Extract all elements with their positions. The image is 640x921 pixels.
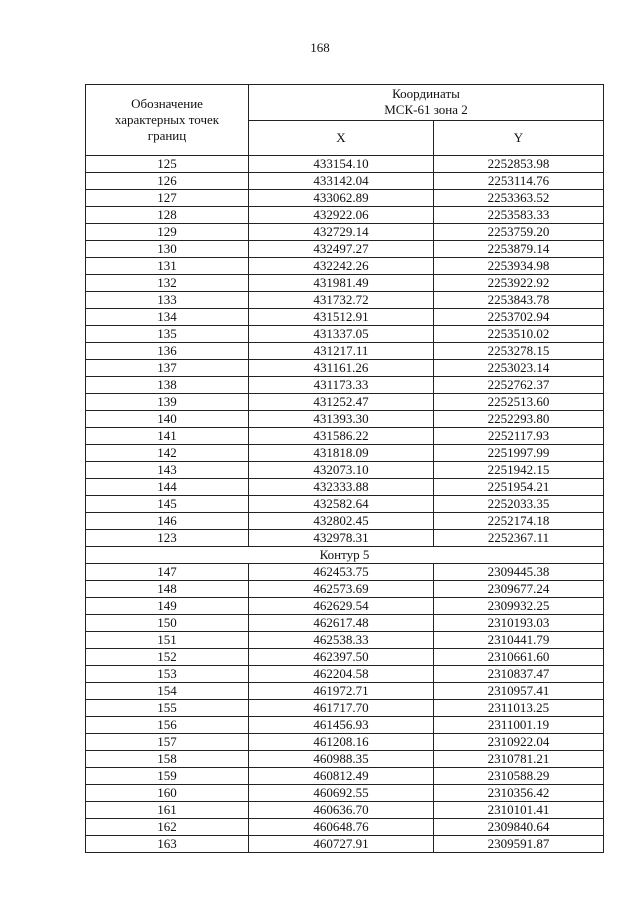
point-id-cell: 147: [86, 564, 249, 581]
table-row: [86, 734, 604, 751]
y-coordinate-cell: 2310193.03: [434, 615, 604, 632]
y-coordinate-cell: 2310356.42: [434, 785, 604, 802]
x-coordinate-cell: 431512.91: [249, 309, 434, 326]
table-row: [86, 224, 604, 241]
point-id-cell: 126: [86, 173, 249, 190]
table-row: [86, 717, 604, 734]
y-coordinate-cell: 2253879.14: [434, 241, 604, 258]
y-coordinate-cell: 2252762.37: [434, 377, 604, 394]
table-row: [86, 513, 604, 530]
header-row-top: [86, 85, 604, 121]
section-row: [86, 547, 604, 564]
y-coordinate-cell: 2310837.47: [434, 666, 604, 683]
x-coordinate-cell: 462573.69: [249, 581, 434, 598]
x-coordinate-cell: 431818.09: [249, 445, 434, 462]
point-id-cell: 128: [86, 207, 249, 224]
point-id-cell: 154: [86, 683, 249, 700]
point-id-cell: 125: [86, 156, 249, 173]
point-id-cell: 162: [86, 819, 249, 836]
x-coordinate-cell: 431161.26: [249, 360, 434, 377]
x-coordinate-cell: 460812.49: [249, 768, 434, 785]
point-id-cell: 145: [86, 496, 249, 513]
table-row: [86, 462, 604, 479]
y-coordinate-cell: 2310781.21: [434, 751, 604, 768]
point-header-line: характерных точек: [114, 112, 220, 127]
y-coordinate-cell: 2252513.60: [434, 394, 604, 411]
y-coordinate-cell: 2251954.21: [434, 479, 604, 496]
y-coordinate-cell: 2310957.41: [434, 683, 604, 700]
point-id-cell: 156: [86, 717, 249, 734]
table-row: [86, 564, 604, 581]
point-id-cell: 141: [86, 428, 249, 445]
point-id-cell: 158: [86, 751, 249, 768]
point-id-cell: 135: [86, 326, 249, 343]
table-row: [86, 836, 604, 853]
point-id-cell: 146: [86, 513, 249, 530]
y-coordinate-cell: 2310441.79: [434, 632, 604, 649]
x-coordinate-cell: 431732.72: [249, 292, 434, 309]
table-row: [86, 479, 604, 496]
x-coordinate-cell: 432978.31: [249, 530, 434, 547]
table-row: [86, 156, 604, 173]
x-coordinate-cell: 461208.16: [249, 734, 434, 751]
x-coordinate-cell: 431393.30: [249, 411, 434, 428]
x-coordinate-cell: 431981.49: [249, 275, 434, 292]
x-coordinate-cell: 462204.58: [249, 666, 434, 683]
point-id-cell: 132: [86, 275, 249, 292]
point-id-cell: 150: [86, 615, 249, 632]
point-id-cell: 149: [86, 598, 249, 615]
x-column-header: X: [249, 120, 434, 156]
point-header-line: границ: [147, 128, 187, 143]
table-row: [86, 819, 604, 836]
y-coordinate-cell: 2251997.99: [434, 445, 604, 462]
table-row: [86, 530, 604, 547]
table-row: [86, 649, 604, 666]
y-column-header: Y: [434, 120, 604, 156]
table-row: [86, 700, 604, 717]
x-coordinate-cell: 432242.26: [249, 258, 434, 275]
table-row: [86, 802, 604, 819]
table-row: [86, 445, 604, 462]
table-row: [86, 496, 604, 513]
x-coordinate-cell: 460648.76: [249, 819, 434, 836]
table-row: [86, 785, 604, 802]
x-coordinate-cell: 431252.47: [249, 394, 434, 411]
x-coordinate-cell: 431173.33: [249, 377, 434, 394]
point-id-cell: 131: [86, 258, 249, 275]
x-coordinate-cell: 462629.54: [249, 598, 434, 615]
y-coordinate-cell: 2309591.87: [434, 836, 604, 853]
x-coordinate-cell: 432922.06: [249, 207, 434, 224]
table-body: [86, 156, 604, 853]
y-coordinate-cell: 2252174.18: [434, 513, 604, 530]
x-coordinate-cell: 460636.70: [249, 802, 434, 819]
y-coordinate-cell: 2311013.25: [434, 700, 604, 717]
table-row: [86, 190, 604, 207]
point-id-cell: 140: [86, 411, 249, 428]
point-id-cell: 148: [86, 581, 249, 598]
x-coordinate-cell: 431337.05: [249, 326, 434, 343]
x-coordinate-cell: 461717.70: [249, 700, 434, 717]
x-coordinate-cell: 462397.50: [249, 649, 434, 666]
table-row: [86, 326, 604, 343]
table-row: [86, 428, 604, 445]
x-coordinate-cell: 461972.71: [249, 683, 434, 700]
table-row: [86, 258, 604, 275]
point-id-cell: 144: [86, 479, 249, 496]
x-coordinate-cell: 433142.04: [249, 173, 434, 190]
table-row: [86, 581, 604, 598]
y-coordinate-cell: 2253583.33: [434, 207, 604, 224]
coords-header-line: Координаты: [392, 86, 460, 102]
point-id-cell: 143: [86, 462, 249, 479]
x-coordinate-cell: 462453.75: [249, 564, 434, 581]
x-coordinate-cell: 432073.10: [249, 462, 434, 479]
y-coordinate-cell: 2253363.52: [434, 190, 604, 207]
point-id-cell: 153: [86, 666, 249, 683]
x-coordinate-cell: 462538.33: [249, 632, 434, 649]
table-row: [86, 241, 604, 258]
point-id-cell: 142: [86, 445, 249, 462]
y-coordinate-cell: 2253114.76: [434, 173, 604, 190]
point-id-cell: 136: [86, 343, 249, 360]
coords-header-line: МСК-61 зона 2: [384, 102, 468, 118]
table-row: [86, 598, 604, 615]
table-row: [86, 173, 604, 190]
page-number: 168: [310, 40, 330, 55]
y-coordinate-cell: 2309932.25: [434, 598, 604, 615]
point-id-cell: 139: [86, 394, 249, 411]
y-coordinate-cell: 2252293.80: [434, 411, 604, 428]
point-id-cell: 159: [86, 768, 249, 785]
point-id-cell: 152: [86, 649, 249, 666]
x-coordinate-cell: 462617.48: [249, 615, 434, 632]
y-coordinate-cell: 2252367.11: [434, 530, 604, 547]
y-coordinate-cell: 2310922.04: [434, 734, 604, 751]
x-coordinate-cell: 431586.22: [249, 428, 434, 445]
y-coordinate-cell: 2253934.98: [434, 258, 604, 275]
y-coordinate-cell: 2253759.20: [434, 224, 604, 241]
table-row: [86, 411, 604, 428]
y-coordinate-cell: 2309445.38: [434, 564, 604, 581]
x-coordinate-cell: 461456.93: [249, 717, 434, 734]
x-coordinate-cell: 432802.45: [249, 513, 434, 530]
y-coordinate-cell: 2252853.98: [434, 156, 604, 173]
table-row: [86, 360, 604, 377]
table-row: [86, 275, 604, 292]
y-coordinate-cell: 2253922.92: [434, 275, 604, 292]
y-coordinate-cell: 2310661.60: [434, 649, 604, 666]
section-label: Контур 5: [86, 547, 604, 564]
point-id-cell: 134: [86, 309, 249, 326]
point-id-cell: 137: [86, 360, 249, 377]
y-coordinate-cell: 2253510.02: [434, 326, 604, 343]
table-row: [86, 343, 604, 360]
table-row: [86, 394, 604, 411]
point-id-cell: 127: [86, 190, 249, 207]
x-coordinate-cell: 432729.14: [249, 224, 434, 241]
table-row: [86, 292, 604, 309]
coordinates-table: [85, 84, 604, 853]
table-row: [86, 207, 604, 224]
x-coordinate-cell: 432497.27: [249, 241, 434, 258]
y-coordinate-cell: 2253278.15: [434, 343, 604, 360]
y-coordinate-cell: 2311001.19: [434, 717, 604, 734]
point-id-cell: 157: [86, 734, 249, 751]
x-coordinate-cell: 432582.64: [249, 496, 434, 513]
table-row: [86, 615, 604, 632]
x-coordinate-cell: 431217.11: [249, 343, 434, 360]
table-row: [86, 377, 604, 394]
y-coordinate-cell: 2252117.93: [434, 428, 604, 445]
y-coordinate-cell: 2253023.14: [434, 360, 604, 377]
y-coordinate-cell: 2310101.41: [434, 802, 604, 819]
table-header: [86, 85, 604, 156]
y-coordinate-cell: 2251942.15: [434, 462, 604, 479]
table-row: [86, 632, 604, 649]
point-designation-header: [86, 85, 249, 156]
y-coordinate-cell: 2253702.94: [434, 309, 604, 326]
x-coordinate-cell: 460988.35: [249, 751, 434, 768]
table-row: [86, 768, 604, 785]
y-coordinate-cell: 2309677.24: [434, 581, 604, 598]
x-coordinate-cell: 433154.10: [249, 156, 434, 173]
point-id-cell: 133: [86, 292, 249, 309]
table-row: [86, 683, 604, 700]
coordinates-header: [249, 85, 604, 121]
point-id-cell: 123: [86, 530, 249, 547]
x-coordinate-cell: 432333.88: [249, 479, 434, 496]
y-coordinate-cell: 2310588.29: [434, 768, 604, 785]
table-row: [86, 666, 604, 683]
point-id-cell: 138: [86, 377, 249, 394]
point-id-cell: 155: [86, 700, 249, 717]
point-id-cell: 129: [86, 224, 249, 241]
y-coordinate-cell: 2253843.78: [434, 292, 604, 309]
y-coordinate-cell: 2252033.35: [434, 496, 604, 513]
y-coordinate-cell: 2309840.64: [434, 819, 604, 836]
point-id-cell: 161: [86, 802, 249, 819]
table-row: [86, 751, 604, 768]
point-id-cell: 160: [86, 785, 249, 802]
x-coordinate-cell: 460692.55: [249, 785, 434, 802]
table-row: [86, 309, 604, 326]
point-id-cell: 130: [86, 241, 249, 258]
point-id-cell: 163: [86, 836, 249, 853]
point-id-cell: 151: [86, 632, 249, 649]
point-header-line: Обозначение: [131, 96, 203, 111]
x-coordinate-cell: 433062.89: [249, 190, 434, 207]
x-coordinate-cell: 460727.91: [249, 836, 434, 853]
